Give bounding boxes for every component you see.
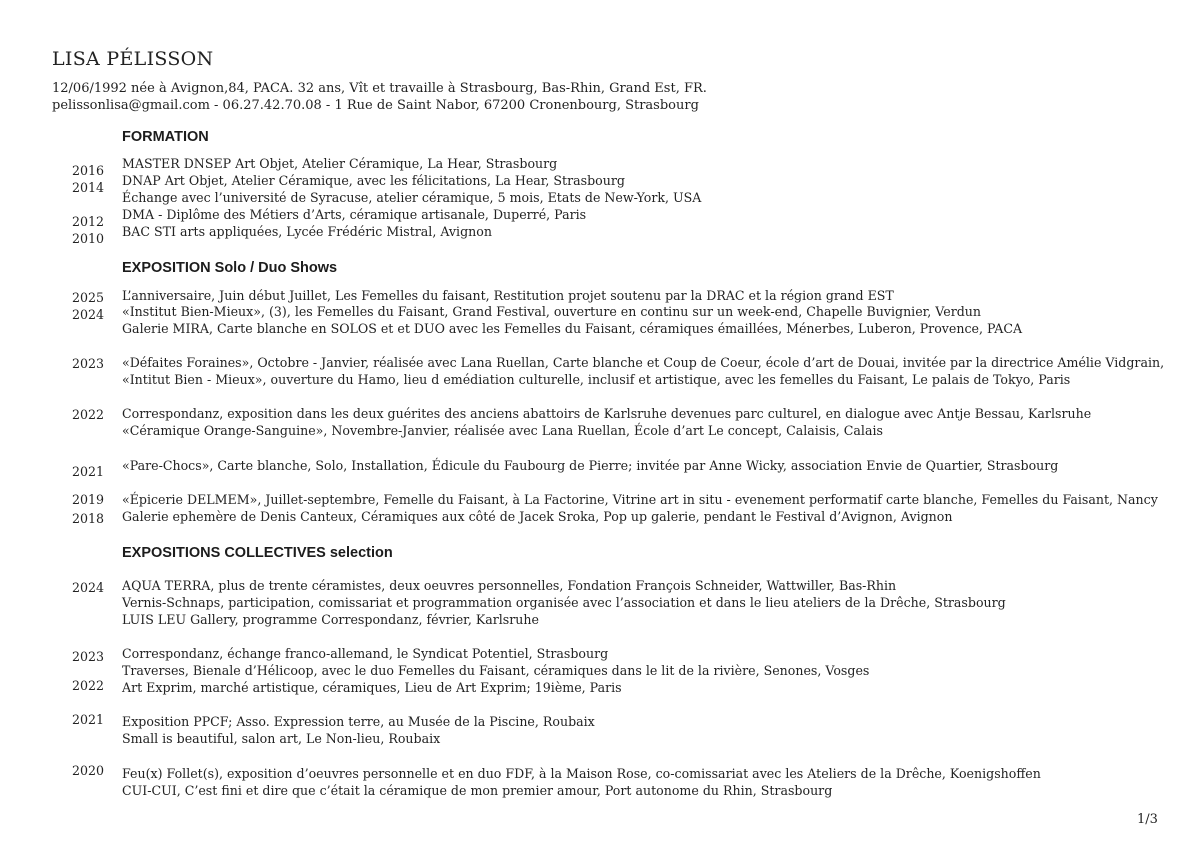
formation-entry: MASTER DNSEP Art Objet, Atelier Céramique, La Hear, Strasbourg [122,156,558,171]
formation-entry: DNAP Art Objet, Atelier Céramique, avec les félicitations, La Hear, Strasbourg [122,173,625,188]
collective-entry: Exposition PPCF; Asso. Expression terre, au Musée de la Piscine, Roubaix [122,714,595,729]
person-name: LISA PÉLISSON [52,48,214,70]
year-label: 2012 [72,214,105,229]
solo-entry: «Institut Bien-Mieux», (3), les Femelles du Faisant, Grand Festival, ouverture en continu sur un week-end, Chapelle Buvignier, Verdun [122,304,982,319]
section-title-formation: FORMATION [122,129,209,145]
collective-entry: Small is beautiful, salon art, Le Non-lieu, Roubaix [122,731,441,746]
year-label: 2022 [72,407,105,422]
year-label: 2022 [72,678,105,693]
solo-entry: Galerie MIRA, Carte blanche en SOLOS et et DUO avec les Femelles du Faisant, céramiques émaillées, Ménerbes, Luberon, Provence, PACA [122,321,1023,336]
solo-entry: «Pare-Chocs», Carte blanche, Solo, Installation, Édicule du Faubourg de Pierre; invitée par Anne Wicky, association Envie de Quartier, Strasbourg [122,458,1059,473]
solo-entry: «Défaites Foraines», Octobre - Janvier, réalisée avec Lana Ruellan, Carte blanche et Coup de Coeur, école d’art de Douai, invitée par la directrice Amélie Vidgrain, [122,355,1165,370]
solo-entry: L’anniversaire, Juin début Juillet, Les Femelles du faisant, Restitution projet soutenu par la DRAC et la région grand EST [122,288,894,303]
year-label: 2021 [72,712,105,727]
year-label: 2010 [72,231,105,246]
section-title-solo: EXPOSITION Solo / Duo Shows [122,260,338,276]
year-label: 2016 [72,163,105,178]
year-label: 2019 [72,492,105,507]
collective-entry: Vernis-Schnaps, participation, comissariat et programmation organisée avec l’association et dans le lieu ateliers de la Drêche, Strasbourg [122,595,1006,610]
collective-entry: CUI-CUI, C’est fini et dire que c’était la céramique de mon premier amour, Port autonome du Rhin, Strasbourg [122,783,833,798]
year-label: 2014 [72,180,105,195]
contact-info: pelissonlisa@gmail.com - 06.27.42.70.08 - 1 Rue de Saint Nabor, 67200 Cronenbourg, Strasbourg [52,98,699,113]
year-label: 2024 [72,307,105,322]
collective-entry: Traverses, Bienale d’Hélicoop, avec le duo Femelles du Faisant, céramiques dans le lit de la rivière, Senones, Vosges [122,663,870,678]
year-label: 2018 [72,511,105,526]
solo-entry: «Intitut Bien - Mieux», ouverture du Hamo, lieu d emédiation culturelle, inclusif et artistique, avec les femelles du Faisant, Le palais de Tokyo, Paris [122,372,1071,387]
section-title-collective: EXPOSITIONS COLLECTIVES selection [122,545,393,561]
collective-entry: Art Exprim, marché artistique, céramiques, Lieu de Art Exprim; 19ième, Paris [122,680,622,695]
year-label: 2020 [72,763,105,778]
solo-entry: «Épicerie DELMEM», Juillet-septembre, Femelle du Faisant, à La Factorine, Vitrine art in situ - evenement performatif carte blanche, Femelles du Faisant, Nancy [122,492,1158,507]
formation-entry: BAC STI arts appliquées, Lycée Frédéric Mistral, Avignon [122,224,492,239]
birth-info: 12/06/1992 née à Avignon,84, PACA. 32 ans, Vît et travaille à Strasbourg, Bas-Rhin, Grand Est, FR. [52,81,707,96]
collective-entry: Feu(x) Follet(s), exposition d’oeuvres personnelle et en duo FDF, à la Maison Rose, co-comissariat avec les Ateliers de la Drêche, Koenigshoffen [122,766,1041,781]
year-label: 2023 [72,649,105,664]
year-label: 2025 [72,290,105,305]
collective-entry: LUIS LEU Gallery, programme Correspondanz, février, Karlsruhe [122,612,539,627]
year-label: 2023 [72,356,105,371]
solo-entry: «Céramique Orange-Sanguine», Novembre-Janvier, réalisée avec Lana Ruellan, École d’art Le concept, Calaisis, Calais [122,423,883,438]
collective-entry: AQUA TERRA, plus de trente céramistes, deux oeuvres personnelles, Fondation François Schneider, Wattwiller, Bas-Rhin [122,578,897,593]
formation-entry: DMA - Diplôme des Métiers d’Arts, céramique artisanale, Duperré, Paris [122,207,587,222]
solo-entry: Galerie ephemère de Denis Canteux, Céramiques aux côté de Jacek Sroka, Pop up galerie, pendant le Festival d’Avignon, Avignon [122,509,953,524]
year-label: 2021 [72,464,105,479]
year-label: 2024 [72,580,105,595]
page-number: 1/3 [1137,812,1158,827]
formation-entry: Échange avec l’université de Syracuse, atelier céramique, 5 mois, Etats de New-York, USA [122,190,702,205]
solo-entry: Correspondanz, exposition dans les deux guérites des anciens abattoirs de Karlsruhe devenues parc culturel, en dialogue avec Antje Bessau, Karlsruhe [122,406,1092,421]
collective-entry: Correspondanz, échange franco-allemand, le Syndicat Potentiel, Strasbourg [122,646,609,661]
